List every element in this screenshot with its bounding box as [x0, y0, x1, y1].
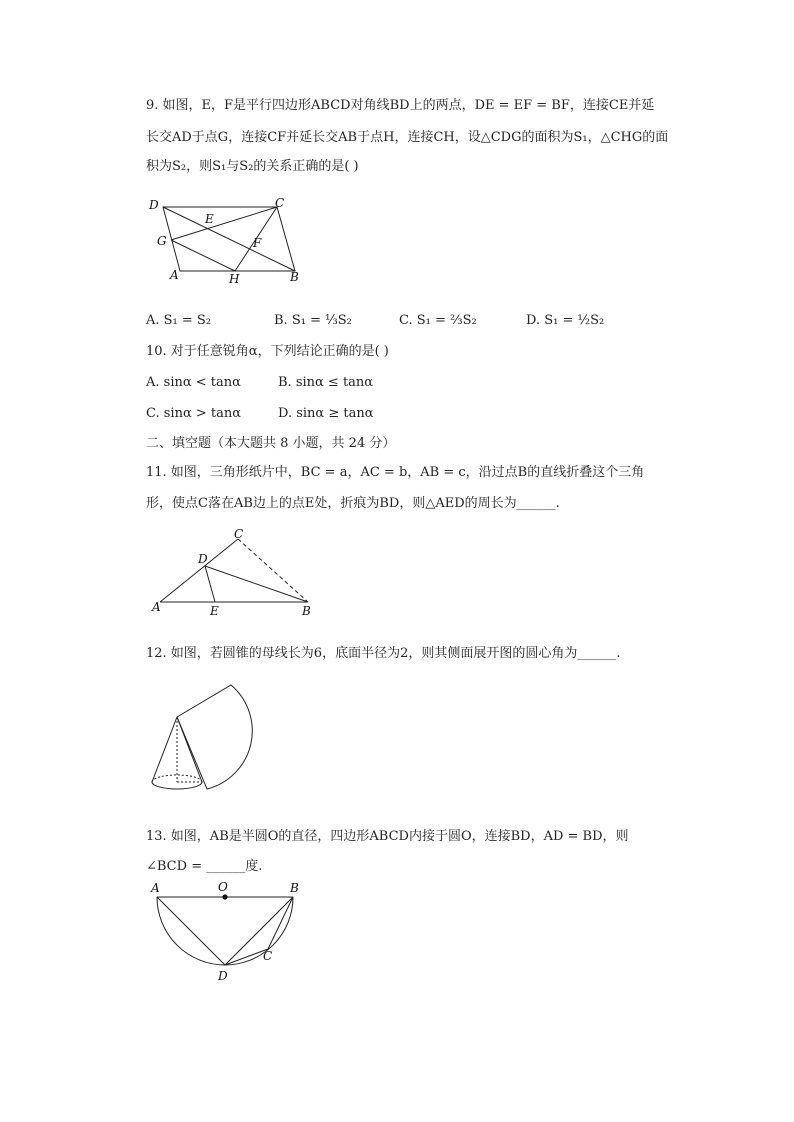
center-point-O: [222, 894, 227, 899]
q11-line1: 11. 如图，三角形纸片中，BC = a，AC = b，AB = c，沿过点B的直线折叠这个三角: [146, 465, 645, 480]
q9-label-C: C: [275, 196, 285, 210]
q11-line2: 形，使点C落在AB边上的点E处，折痕为BD，则△AED的周长为______.: [146, 496, 560, 511]
q10-option-c: C. sinα > tanα: [146, 406, 242, 421]
q13-line1: 13. 如图，AB是半圆O的直径，四边形ABCD内接于圆O，连接BD，AD = BD，则: [146, 829, 629, 844]
q11-label-E: E: [210, 604, 219, 618]
cone-unfolded-figure: [145, 665, 260, 800]
q9-line3: 积为S₂，则S₁与S₂的关系正确的是( ): [146, 159, 359, 174]
q10-option-d: D. sinα ≥ tanα: [278, 406, 374, 421]
q9-option-b: B. S₁ = ⅓S₂: [274, 313, 352, 328]
q9-label-H: H: [229, 272, 240, 286]
q11-label-B: B: [302, 604, 311, 618]
q10-option-a: A. sinα < tanα: [146, 375, 241, 390]
q13-label-C: C: [263, 949, 273, 963]
section-heading-fill-in: 二、填空题（本大题共 8 小题，共 24 分）: [146, 436, 396, 451]
q13-line2: ∠BCD = ______度.: [146, 859, 263, 874]
parallelogram-figure: [145, 193, 315, 288]
q13-label-B: B: [290, 881, 299, 895]
q9-label-A: A: [170, 268, 179, 282]
q9-label-D: D: [149, 198, 159, 212]
q11-label-D: D: [198, 552, 208, 566]
q9-label-F: F: [253, 236, 262, 250]
q9-line2: 长交AD于点G，连接CF并延长交AB于点H，连接CH，设△CDG的面积为S₁，△CHG的面: [146, 130, 669, 145]
q9-label-G: G: [157, 234, 167, 248]
q9-line1: 9. 如图，E，F是平行四边形ABCD对角线BD上的两点，DE = EF = BF，连接CE并延: [146, 98, 655, 113]
q11-label-A: A: [152, 600, 161, 614]
q13-label-A: A: [151, 881, 160, 895]
q11-label-C: C: [234, 527, 244, 541]
semicircle-figure: [145, 878, 310, 988]
q9-option-a: A. S₁ = S₂: [146, 313, 212, 328]
q10-option-b: B. sinα ≤ tanα: [278, 375, 374, 390]
q12-line1: 12. 如图，若圆锥的母线长为6，底面半径为2，则其侧面展开图的圆心角为______.: [146, 646, 621, 661]
q9-option-d: D. S₁ = ½S₂: [526, 313, 605, 328]
q9-option-c: C. S₁ = ⅔S₂: [399, 313, 477, 328]
triangle-fold-figure: [150, 525, 320, 620]
q13-label-O: O: [218, 880, 228, 894]
q9-label-B: B: [290, 270, 299, 284]
q9-label-E: E: [205, 212, 214, 226]
q13-label-D: D: [218, 969, 228, 983]
q10-line1: 10. 对于任意锐角α，下列结论正确的是( ): [146, 344, 389, 359]
